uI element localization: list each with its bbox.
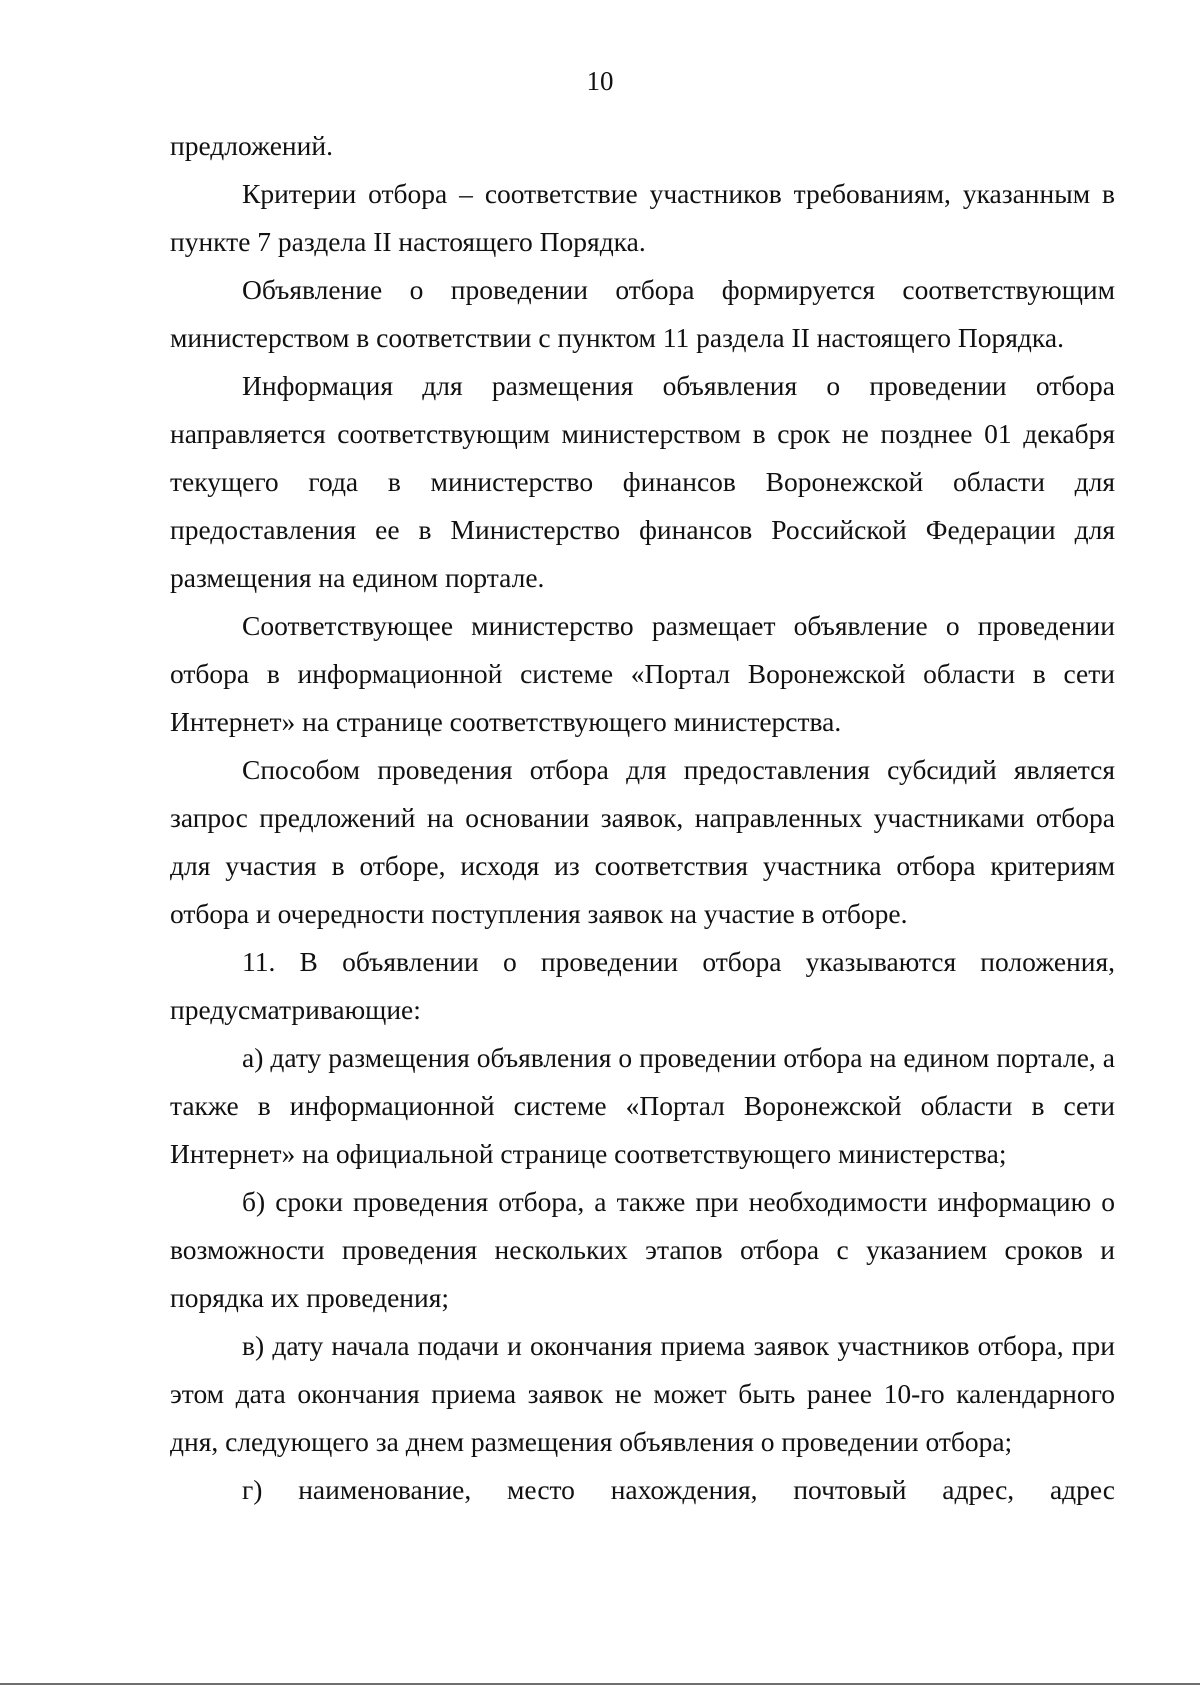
paragraph-selection-method: Способом проведения отбора для предоставления субсидий является запрос предложений на основании заявок, направленных участниками отбора для участия в отборе, исходя из соответствия участника отбора критериям отбора и очередности поступления заявок на участие в отборе. bbox=[170, 754, 1115, 929]
paragraph-selection-criteria: Критерии отбора – соответствие участников требованиям, указанным в пункте 7 раздела II настоящего Порядка. bbox=[170, 178, 1115, 257]
paragraph-subitem-g: г) наименование, место нахождения, почтовый адрес, адрес bbox=[242, 1474, 1115, 1505]
document-body bbox=[170, 122, 1115, 1514]
paragraph-subitem-b: б) сроки проведения отбора, а также при необходимости информацию о возможности проведения нескольких этапов отбора с указанием сроков и порядка их проведения; bbox=[170, 1186, 1115, 1313]
paragraph-subitem-v: в) дату начала подачи и окончания приема заявок участников отбора, при этом дата окончания приема заявок не может быть ранее 10-го календарного дня, следующего за днем размещения объявления о проведении отбора; bbox=[170, 1330, 1115, 1457]
paragraph-subitem-a: а) дату размещения объявления о проведении отбора на едином портале, а также в информационной системе «Портал Воронежской области в сети Интернет» на официальной странице соответствующего министерства; bbox=[170, 1042, 1115, 1169]
page-bottom-rule bbox=[0, 1683, 1200, 1685]
paragraph-continuation: предложений. bbox=[170, 130, 333, 161]
page-number: 10 bbox=[586, 66, 614, 96]
paragraph-announcement-formation: Объявление о проведении отбора формируется соответствующим министерством в соответствии с пунктом 11 раздела II настоящего Порядка. bbox=[170, 274, 1115, 353]
paragraph-announcement-placement: Соответствующее министерство размещает объявление о проведении отбора в информационной системе «Портал Воронежской области в сети Интернет» на странице соответствующего министерства. bbox=[170, 610, 1115, 737]
paragraph-item-11: 11. В объявлении о проведении отбора указываются положения, предусматривающие: bbox=[170, 946, 1115, 1025]
paragraph-announcement-information: Информация для размещения объявления о проведении отбора направляется соответствующим министерством в срок не позднее 01 декабря текущего года в министерство финансов Воронежской области для предоставления ее в Министерство финансов Российской Федерации для размещения на едином портале. bbox=[170, 370, 1115, 593]
